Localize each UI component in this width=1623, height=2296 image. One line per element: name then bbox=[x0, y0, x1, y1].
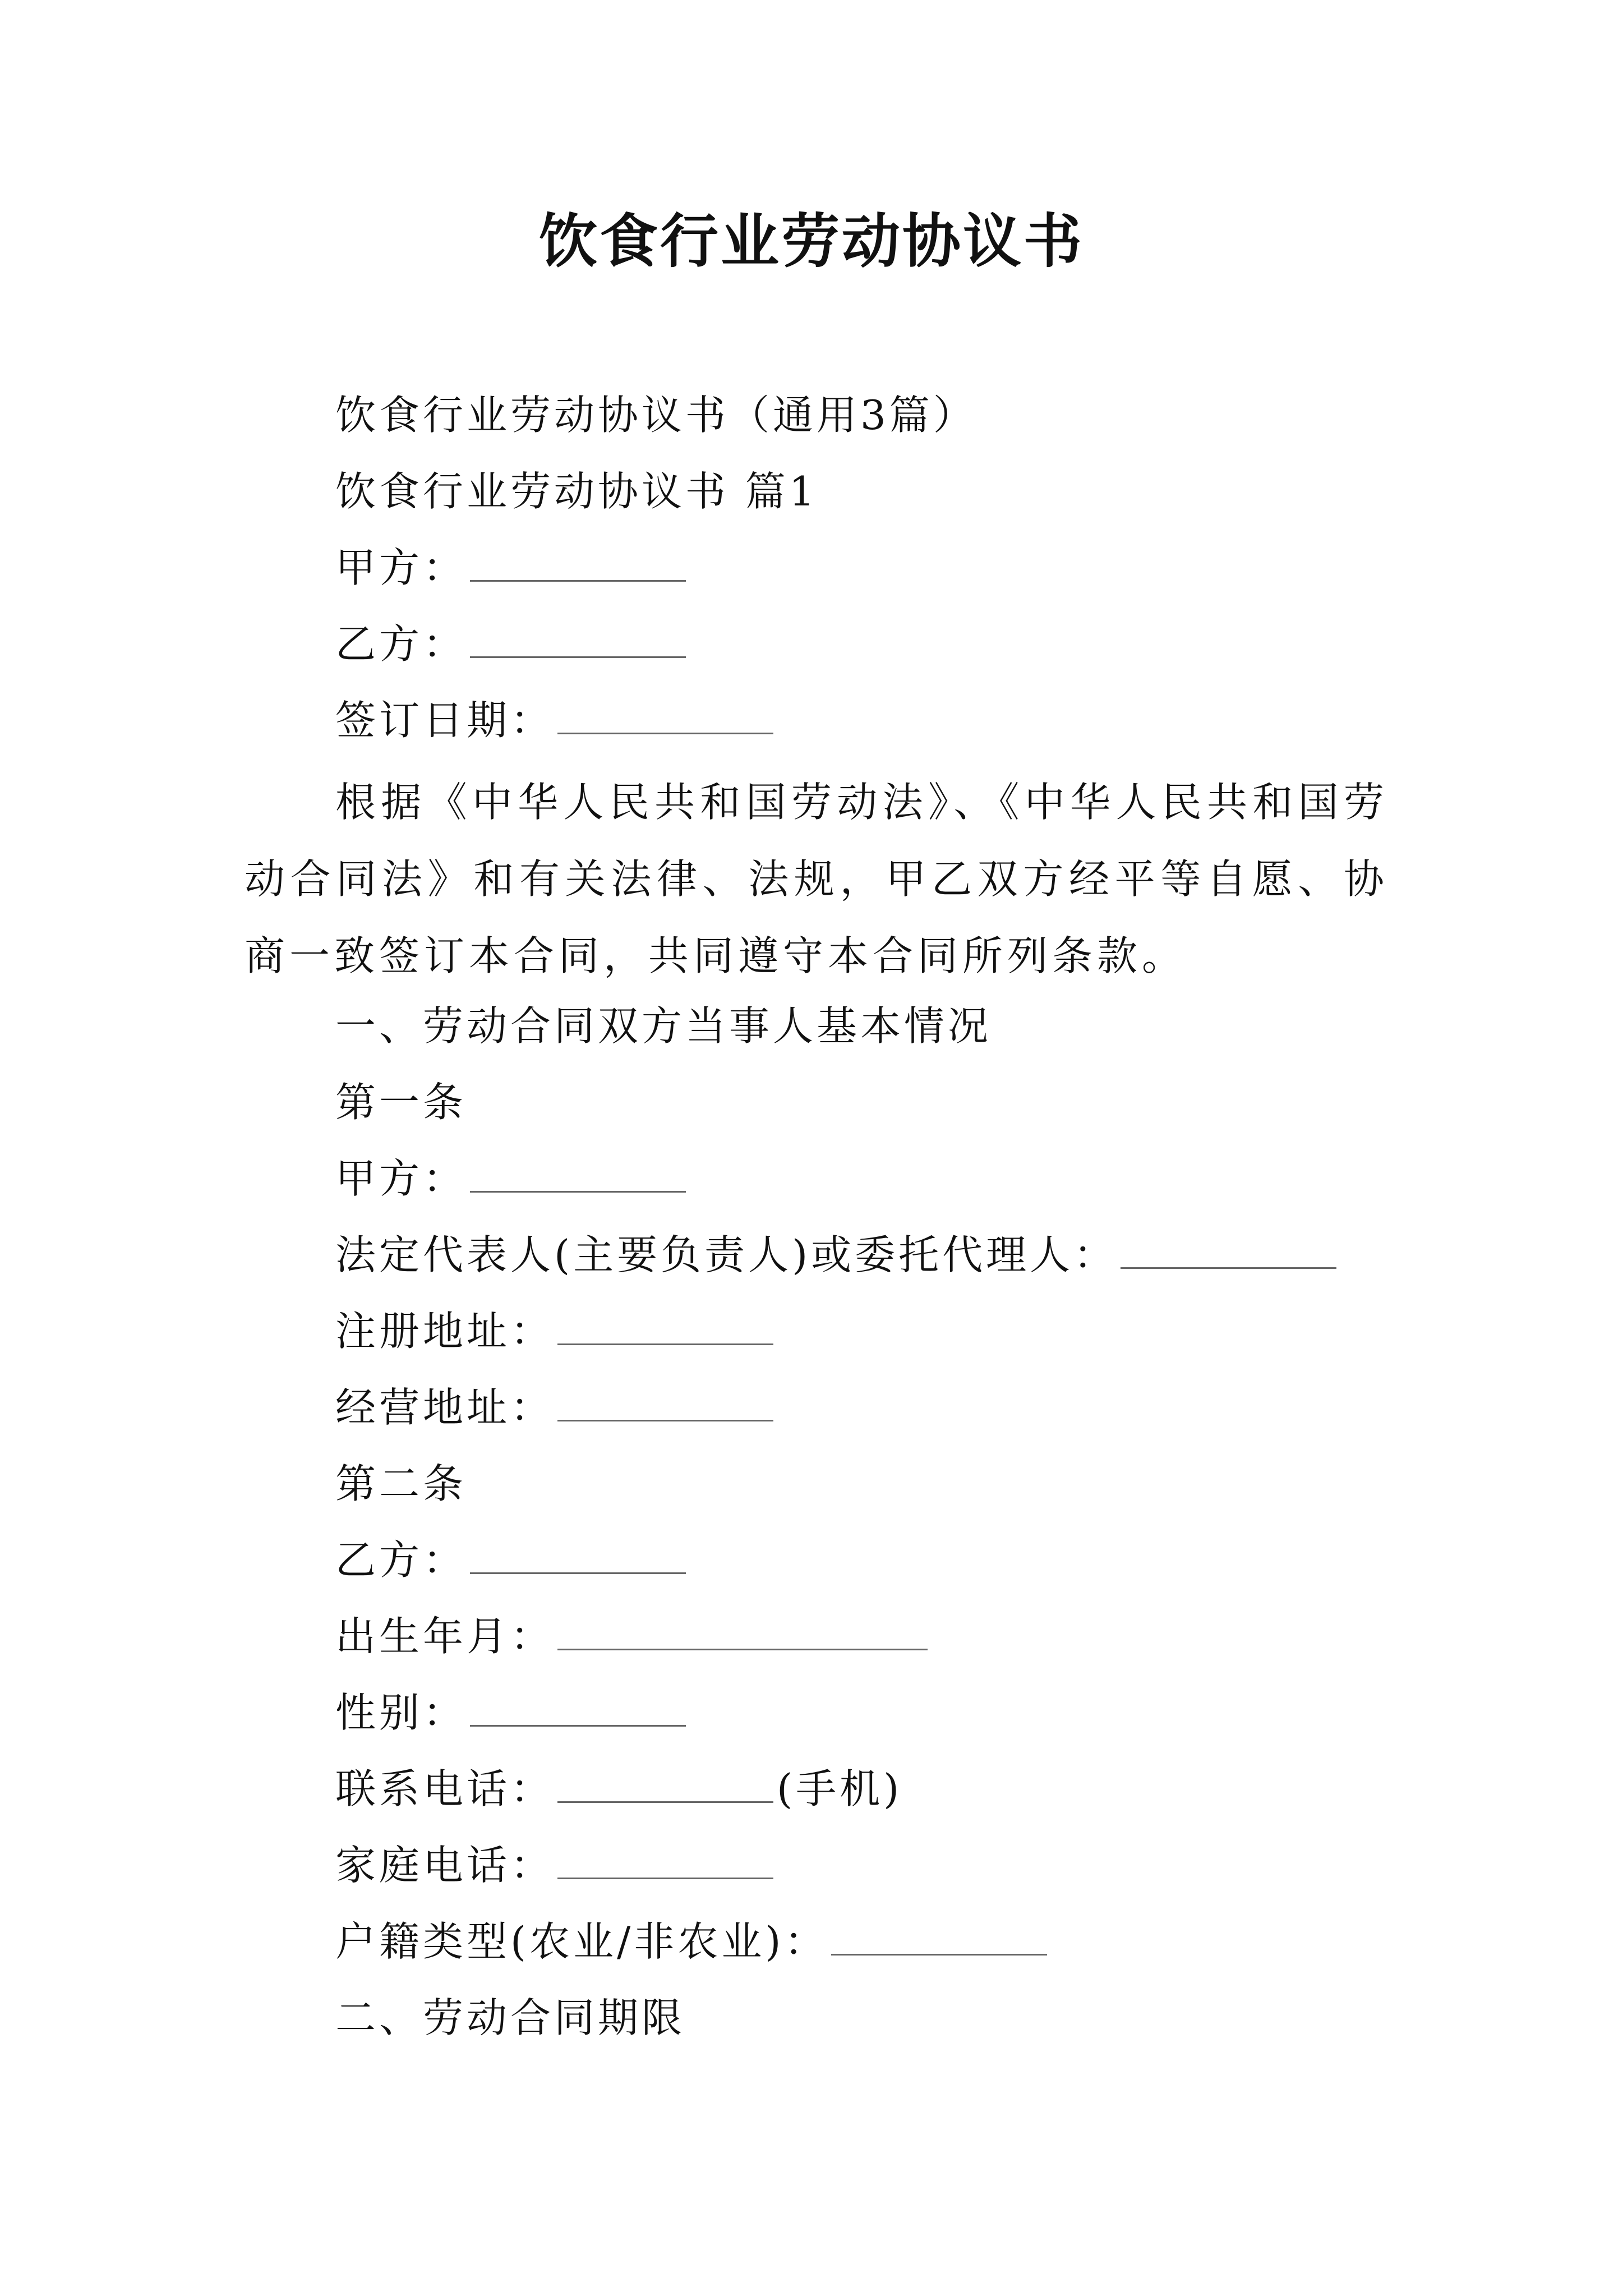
household-blank bbox=[831, 1920, 1047, 1955]
gender-line bbox=[335, 1685, 689, 1741]
legal-rep-label: 法定代表人(主要负责人)或委托代理人： bbox=[335, 1231, 1118, 1278]
article2-party-b-label: 乙方： bbox=[335, 1536, 467, 1584]
household-label: 户籍类型(农业/非农业)： bbox=[335, 1918, 828, 1965]
sign-date-label: 签订日期： bbox=[335, 697, 555, 744]
sign-date-blank bbox=[557, 699, 773, 734]
article2-party-b-blank bbox=[470, 1539, 686, 1574]
birth-blank bbox=[557, 1615, 928, 1650]
section-heading: 饮食行业劳动协议书 篇1 bbox=[335, 468, 818, 515]
registered-address-line bbox=[335, 1303, 777, 1359]
party-b-blank bbox=[470, 623, 686, 658]
home-phone-line bbox=[335, 1837, 777, 1893]
article2-party-b-line bbox=[335, 1532, 689, 1588]
article1-party-a-blank bbox=[470, 1157, 686, 1193]
document-title: 饮食行业劳动协议书 bbox=[538, 206, 1084, 275]
business-address-blank bbox=[557, 1386, 773, 1421]
birth-line bbox=[335, 1608, 931, 1664]
party-a-line bbox=[335, 540, 689, 596]
home-phone-label: 家庭电话： bbox=[335, 1842, 555, 1889]
business-address-label: 经营地址： bbox=[335, 1384, 555, 1431]
household-line bbox=[335, 1913, 1050, 1970]
article1-party-a-line bbox=[335, 1151, 689, 1207]
intro-paragraph: 根据《中华人民共和国劳动法》、《中华人民共和国劳动合同法》和有关法律、法规，甲乙双方经平等自愿、协商一致签订本合同，共同遵守本合同所列条款。 bbox=[245, 779, 1389, 979]
sign-date-line bbox=[335, 692, 777, 748]
section1-heading: 一、劳动合同双方当事人基本情况 bbox=[335, 1002, 992, 1050]
gender-label: 性别： bbox=[335, 1689, 467, 1736]
party-a-blank bbox=[470, 546, 686, 582]
legal-rep-line bbox=[335, 1227, 1340, 1283]
article1-heading: 第一条 bbox=[335, 1079, 467, 1126]
document-subtitle: 饮食行业劳动协议书（通用3篇） bbox=[335, 392, 977, 439]
party-b-line bbox=[335, 616, 689, 672]
phone-label: 联系电话： bbox=[335, 1765, 555, 1812]
registered-address-label: 注册地址： bbox=[335, 1308, 555, 1355]
section2-heading: 二、劳动合同期限 bbox=[335, 1994, 686, 2041]
party-b-label: 乙方： bbox=[335, 620, 467, 668]
phone-line bbox=[335, 1761, 902, 1817]
home-phone-blank bbox=[557, 1844, 773, 1879]
gender-blank bbox=[470, 1691, 686, 1727]
birth-label: 出生年月： bbox=[335, 1613, 555, 1660]
article2-heading: 第二条 bbox=[335, 1460, 467, 1507]
party-a-label: 甲方： bbox=[335, 544, 467, 591]
phone-suffix: (手机) bbox=[777, 1765, 903, 1812]
business-address-line bbox=[335, 1379, 777, 1435]
phone-blank bbox=[557, 1768, 773, 1803]
legal-rep-blank bbox=[1121, 1234, 1336, 1269]
article1-party-a-label: 甲方： bbox=[335, 1155, 467, 1202]
registered-address-blank bbox=[557, 1310, 773, 1345]
